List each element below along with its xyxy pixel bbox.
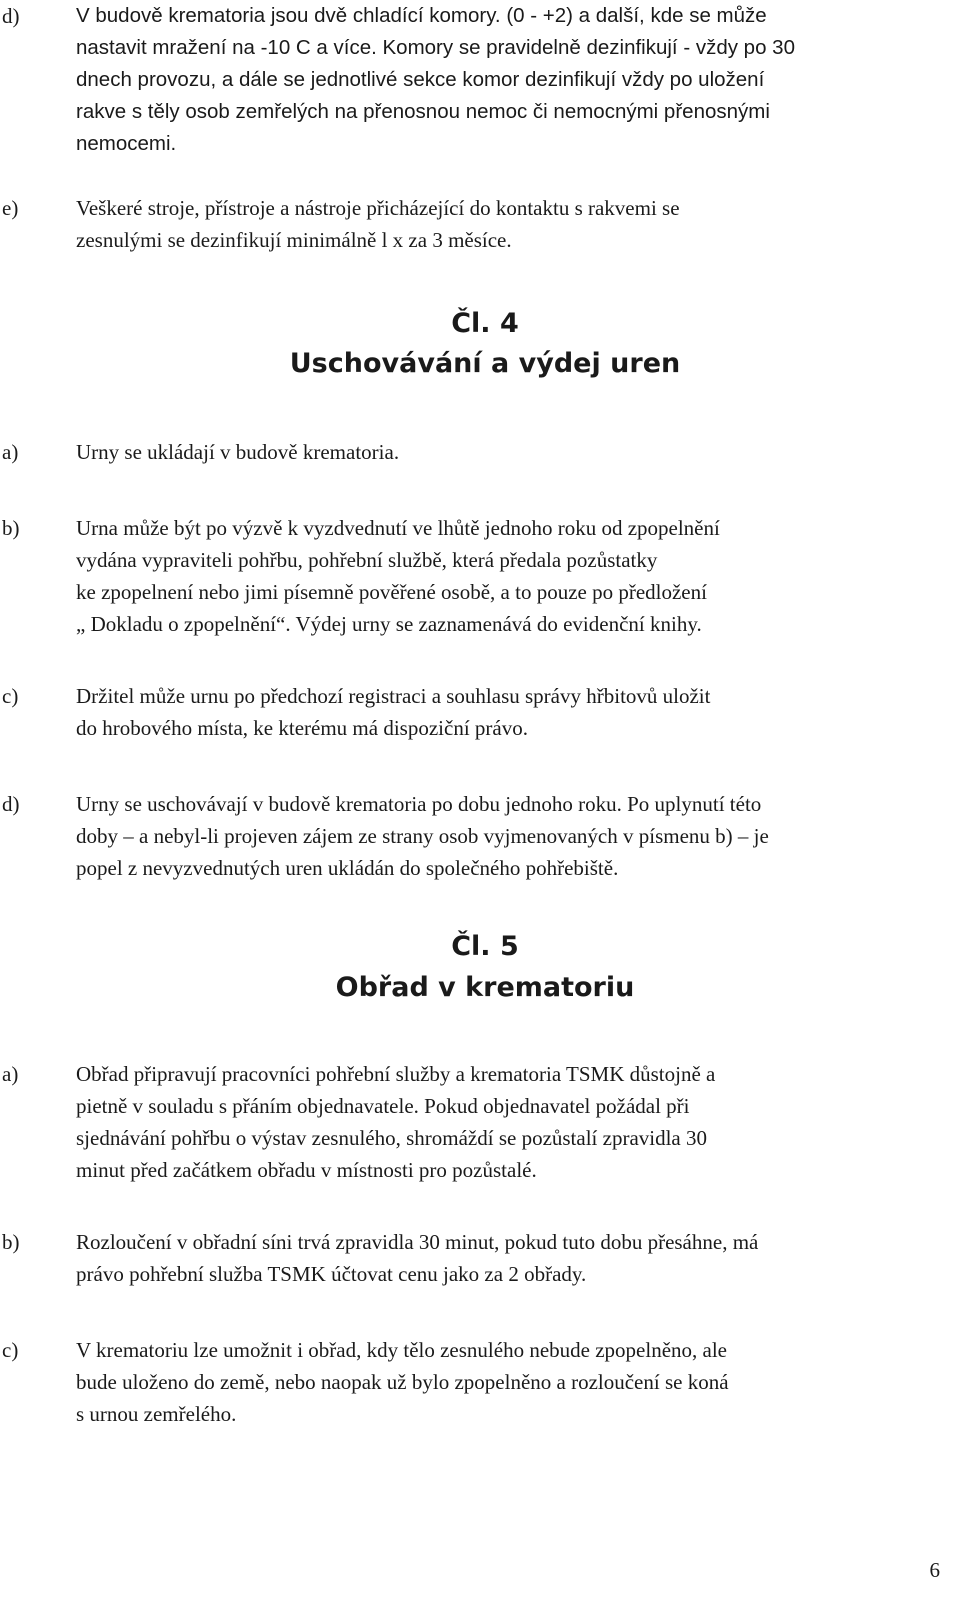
paragraph [76, 1226, 960, 1290]
text-line: Držitel může urnu po předchozí registraci a souhlasu správy hřbitovů uložit [76, 684, 711, 708]
text-line: Obřad připravují pracovníci pohřební služby a krematoria TSMK důstojně a [76, 1062, 716, 1086]
page-number: 6 [929, 1558, 940, 1582]
paragraph [76, 1058, 960, 1186]
list-marker: b) [2, 516, 20, 540]
text-line: „ Dokladu o zpopelnění“. Výdej urny se zaznamenává do evidenční knihy. [76, 612, 702, 636]
text-line: právo pohřební služba TSMK účtovat cenu jako za 2 obřady. [76, 1262, 587, 1286]
section-title: Uschovávání a výdej uren [289, 348, 681, 379]
text-line: zesnulými se dezinfikují minimálně l x za 3 měsíce. [76, 228, 512, 252]
text-line: Rozloučení v obřadní síni trvá zpravidla 30 minut, pokud tuto dobu přesáhne, má [76, 1230, 759, 1254]
text-line: sjednávání pohřbu o výstav zesnulého, shromáždí se pozůstalí zpravidla 30 [76, 1126, 708, 1150]
text-line: Urny se uschovávají v budově krematoria po dobu jednoho roku. Po uplynutí této [76, 792, 762, 816]
text-line: pietně v souladu s přáním objednavatele. Pokud objednavatel požádal při [76, 1094, 690, 1118]
text-line: V budově krematoria jsou dvě chladící komory. (0 - +2) a další, kde se může [76, 4, 767, 27]
text-line: Urny se ukládají v budově krematoria. [76, 440, 400, 464]
text-line: V krematoriu lze umožnit i obřad, kdy tělo zesnulého nebude zpopelněno, ale [76, 1338, 727, 1362]
paragraph [76, 0, 960, 160]
list-marker: a) [2, 1062, 19, 1086]
text-line: minut před začátkem obřadu v místnosti pro pozůstalé. [76, 1158, 537, 1182]
text-line: bude uloženo do země, nebo naopak už bylo zpopelněno a rozloučení se koná [76, 1370, 729, 1394]
text-line: rakve s těly osob zemřelých na přenosnou nemoc či nemocnými přenosnými [76, 100, 770, 123]
section-number: Čl. 4 [451, 308, 519, 339]
list-marker: b) [2, 1230, 20, 1254]
list-marker: c) [2, 684, 19, 708]
text-line: Veškeré stroje, přístroje a nástroje přicházející do kontaktu s rakvemi se [76, 196, 680, 220]
paragraph [76, 1334, 960, 1430]
text-line: do hrobového místa, ke kterému má dispoziční právo. [76, 716, 528, 740]
text-line: Urna může být po výzvě k vyzdvednutí ve lhůtě jednoho roku od zpopelnění [76, 516, 720, 540]
list-marker: a) [2, 440, 19, 464]
section-title: Obřad v krematoriu [335, 972, 635, 1003]
text-line: ke zpopelnení nebo jimi písemně pověřené osobě, a to pouze po předložení [76, 580, 707, 604]
text-line: s urnou zemřelého. [76, 1402, 237, 1426]
text-line: popel z nevyzvednutých uren ukládán do společného pohřebiště. [76, 856, 619, 880]
paragraph [76, 192, 960, 256]
text-line: doby – a nebyl-li projeven zájem ze strany osob vyjmenovaných v písmenu b) – je [76, 824, 769, 848]
paragraph [76, 512, 960, 640]
paragraph [76, 788, 960, 884]
text-line: nastavit mražení na -10 C a více. Komory se pravidelně dezinfikují - vždy po 30 [76, 36, 795, 59]
text-line: nemocemi. [76, 132, 177, 155]
list-marker: e) [2, 196, 19, 220]
text-line: vydána vypraviteli pohřbu, pohřební službě, která předala pozůstatky [76, 548, 658, 572]
list-marker: d) [2, 792, 20, 816]
paragraph [76, 436, 960, 468]
list-marker: d) [2, 4, 20, 28]
list-marker: c) [2, 1338, 19, 1362]
text-line: dnech provozu, a dále se jednotlivé sekce komor dezinfikují vždy po uložení [76, 68, 765, 91]
paragraph [76, 680, 960, 744]
section-number: Čl. 5 [451, 931, 519, 962]
